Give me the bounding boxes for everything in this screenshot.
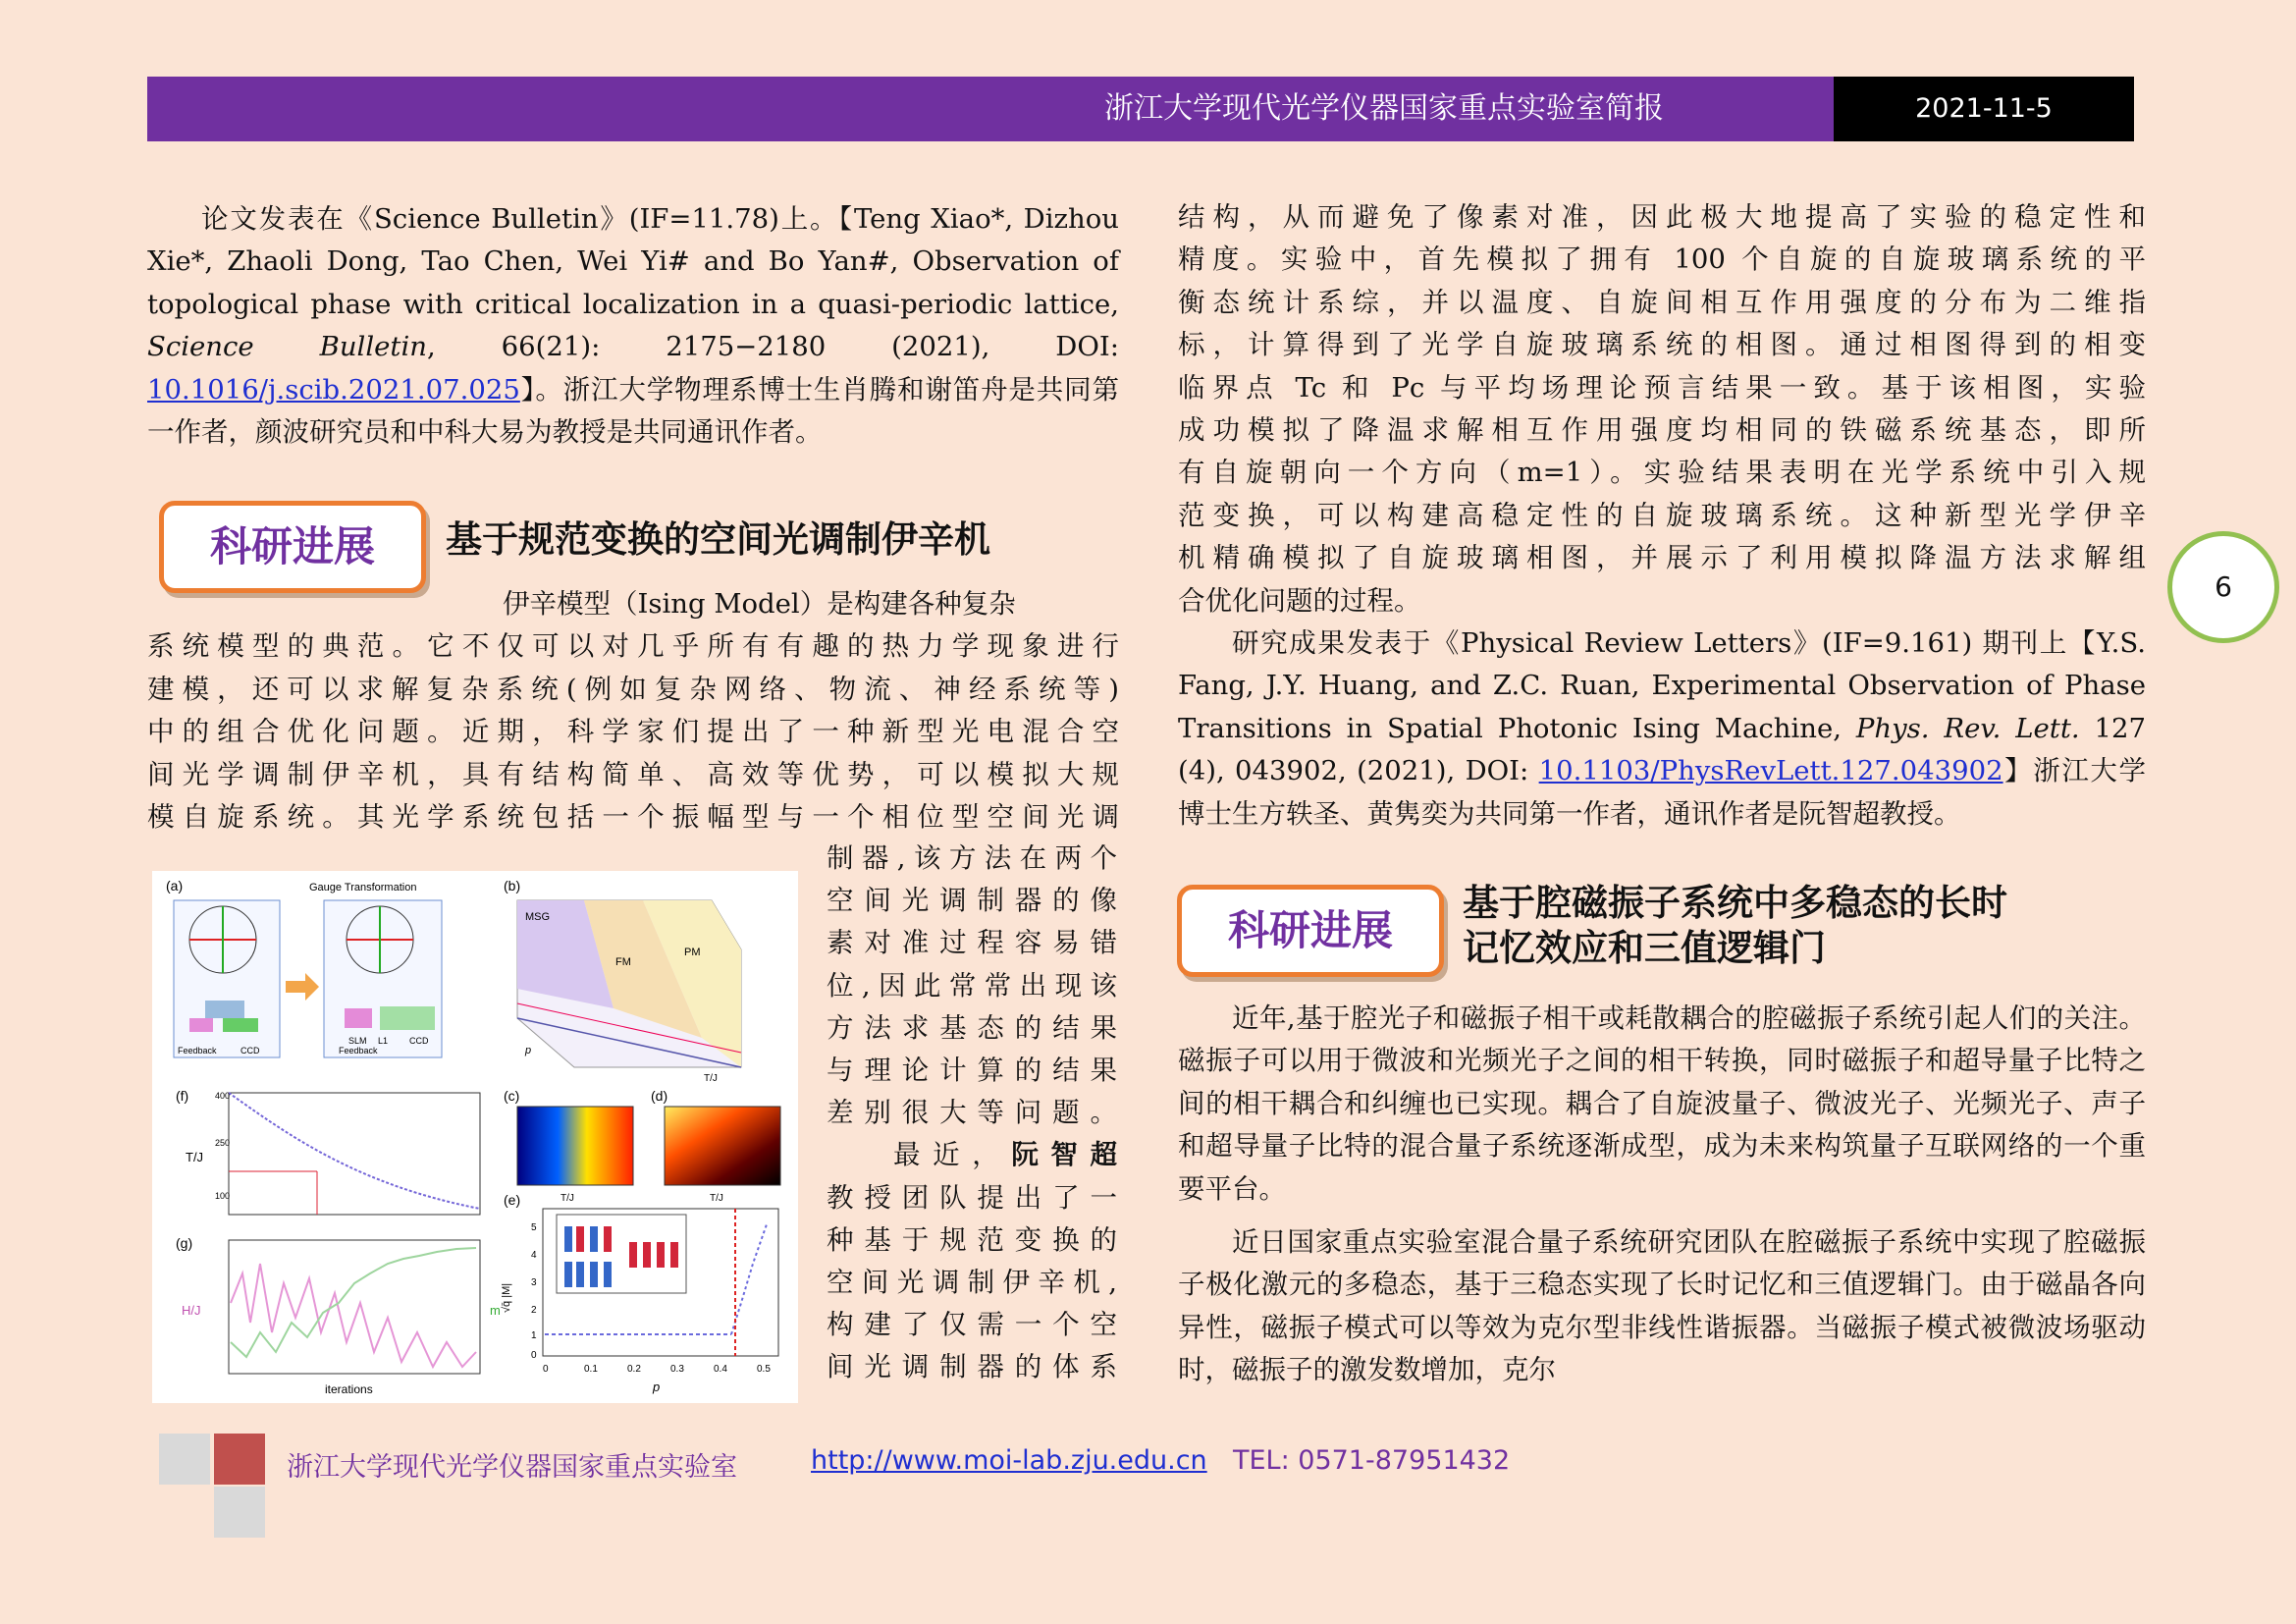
right-paragraph-3 [1178, 998, 2146, 1211]
text: 教授团队提出了一 [827, 1181, 1117, 1214]
tick-label: 0.4 [714, 1364, 727, 1375]
title-line: 基于腔磁振子系统中多稳态的长时 [1463, 882, 2007, 924]
text: 结构，从而避免了像素对准，因此极大地提高了实验的稳定性和 [1178, 201, 2146, 233]
text: 模自旋系统。其光学系统包括一个振幅型与一个相位型空间光调 [147, 801, 1119, 834]
author-name: 阮智超 [1011, 1139, 1118, 1171]
research-figure [152, 871, 798, 1403]
footer-square [159, 1434, 210, 1485]
footer-square [214, 1487, 265, 1538]
section-title: 基于规范变换的空间光调制伊辛机 [446, 518, 990, 561]
footer-url-link[interactable]: http://www.moi-lab.zju.edu.cn [811, 1445, 1207, 1476]
panel-label: (e) [504, 1192, 521, 1208]
label: CCD [240, 1046, 260, 1056]
tick-label: 5 [531, 1222, 537, 1233]
tick-label: 0.5 [757, 1364, 771, 1375]
phase-diagram [517, 900, 741, 1084]
text: 方法求基态的结果 [827, 1011, 1117, 1044]
section-title [1463, 881, 2007, 971]
tick-label: 2 [531, 1305, 537, 1316]
axis-label: √q̄ |M| [501, 1282, 512, 1313]
panel-label: (a) [166, 878, 184, 893]
setup-diagram-right [324, 900, 442, 1057]
panel-label: (g) [176, 1235, 193, 1251]
footer-lab-name: 浙江大学现代光学仪器国家重点实验室 [287, 1452, 737, 1483]
axis-label: p [653, 1380, 661, 1394]
tick-label: 100 [215, 1191, 231, 1201]
text [827, 1134, 1117, 1176]
text: 构建了仅需一个空 [827, 1309, 1117, 1341]
axis-label: p [525, 1045, 532, 1056]
section-badge: 科研进展 [159, 501, 426, 593]
panel-label: (f) [176, 1088, 189, 1104]
axis-label: m [490, 1303, 501, 1318]
axis-label: H/J [182, 1303, 201, 1318]
title-line: 记忆效应和三值逻辑门 [1463, 927, 1826, 969]
issue-date: 2021-11-5 [1834, 77, 2134, 141]
panel-label: (c) [504, 1088, 520, 1104]
newsletter-title: 浙江大学现代光学仪器国家重点实验室简报 [1104, 91, 1664, 126]
label: MSG [525, 911, 551, 923]
text: 标，计算得到了光学自旋玻璃系统的相图。通过相图得到的相变 [1178, 329, 2146, 361]
tick-label: 0.3 [670, 1364, 684, 1375]
axis-label: T/J [710, 1193, 723, 1204]
right-paragraph-1 [1178, 196, 2146, 836]
heatmap-q [665, 1107, 780, 1185]
label: FM [615, 956, 631, 968]
label: PM [684, 947, 701, 958]
panel-label: (b) [504, 878, 521, 893]
footer-square [214, 1434, 265, 1485]
magnetization-plot [501, 1209, 778, 1394]
heatmap-m [517, 1107, 633, 1185]
panel-label: (d) [651, 1088, 668, 1104]
label: SLM [348, 1036, 367, 1046]
figure-svg [152, 871, 798, 1403]
footer-tel: TEL: 0571-87951432 [1233, 1445, 1511, 1476]
text: 衡态统计系综，并以温度、自旋间相互作用强度的分布为二维指 [1178, 286, 2146, 318]
cooling-curve [186, 1091, 480, 1215]
tick-label: 1 [531, 1330, 537, 1341]
header-bar [147, 77, 1841, 141]
text: 范变换，可以构建高稳定性的自旋玻璃系统。这种新型光学伊辛 [1178, 499, 2146, 531]
journal-name: Science Bulletin [147, 331, 427, 363]
text: 间光调制器的体系 [827, 1351, 1117, 1383]
label: L1 [378, 1036, 389, 1046]
axis-label: T/J [704, 1073, 718, 1084]
tick-label: 400 [215, 1091, 231, 1101]
text: 建模，还可以求解复杂系统(例如复杂网络、物流、神经系统等) [147, 673, 1119, 705]
gauge-label: Gauge Transformation [309, 882, 417, 893]
text: 合优化问题的过程。 [1178, 584, 1421, 617]
section-badge: 科研进展 [1177, 885, 1444, 977]
right-paragraph-4 [1178, 1221, 2146, 1392]
page-number: 6 [2167, 531, 2279, 643]
text: 】。浙江大学物理系博士生肖腾和谢笛舟是共同第一作者，颜波研究员和中科大易为教授是共同通讯作者。 [147, 373, 1119, 449]
text: 差别很大等问题。 [827, 1097, 1117, 1129]
text: , 66(21): 2175−2180 (2021), DOI: [426, 331, 1120, 363]
text: 伊辛模型（Ising Model）是构建各种复杂 [503, 588, 1016, 620]
axis-label: T/J [186, 1150, 204, 1164]
text: 】浙江大学博士生方轶圣、黄隽奕为共同第一作者，通讯作者是阮智超教授。 [1178, 755, 2146, 830]
text: 成功模拟了降温求解相互作用强度均相同的铁磁系统基态，即所 [1178, 414, 2146, 447]
text: 近日国家重点实验室混合量子系统研究团队在腔磁振子系统中实现了腔磁振子极化激元的多稳态，基于三稳态实现了长时记忆和三值逻辑门。由于磁晶各向异性，磁振子模式可以等效为克尔型非线性谐振器。当磁振子模式被微波场驱动时，磁振子的激发数增加，克尔 [1178, 1226, 2146, 1386]
journal-name: Phys. Rev. Lett. [1855, 712, 2080, 744]
text: 空间光调制器的像 [827, 885, 1117, 917]
axis-label: T/J [561, 1193, 574, 1204]
iteration-traces [182, 1240, 501, 1396]
text: 最近， [893, 1139, 1012, 1171]
text: 中的组合优化问题。近期，科学家们提出了一种新型光电混合空 [147, 716, 1119, 748]
text: 间光学调制伊辛机，具有结构简单、高效等优势，可以模拟大规 [147, 758, 1119, 790]
tick-label: 0.1 [584, 1364, 598, 1375]
label: Feedback [178, 1046, 217, 1056]
tick-label: 0.2 [627, 1364, 641, 1375]
doi-link[interactable]: 10.1103/PhysRevLett.127.043902 [1538, 755, 2003, 787]
right-paragraph-2 [1178, 623, 2146, 836]
figure-side-text [827, 838, 1117, 1389]
text: 位,因此常常出现该 [827, 969, 1117, 1001]
text: 制器,该方法在两个 [827, 842, 1117, 874]
text: 研究成果发表于《Physical Review Letters》(IF=9.161) 期刊上【Y.S. Fang, J.Y. Huang, and Z.C. Ruan, Experimental Observation of Phase Transitions in Spatial Photonic Ising Machine, [1178, 627, 2146, 744]
text: 素对准过程容易错 [827, 927, 1117, 959]
text: 精度。实验中，首先模拟了拥有 100 个自旋的自旋玻璃系统的平 [1178, 244, 2146, 276]
tick-label: 250 [215, 1138, 231, 1148]
text: 近年,基于腔光子和磁振子相干或耗散耦合的腔磁振子系统引起人们的关注。磁振子可以用于微波和光频光子之间的相干转换，同时磁振子和超导量子比特之间的相干耦合和纠缠也已实现。耦合了自旋波量子、微波光子、光频光子、声子和超导量子比特的混合量子系统逐渐成型，成为未来构筑量子互联网络的一个重要平台。 [1178, 1002, 2146, 1205]
label: CCD [409, 1036, 429, 1046]
setup-diagram-left [174, 900, 280, 1057]
axis-label: iterations [325, 1382, 373, 1396]
tick-label: 0 [531, 1350, 537, 1361]
text: 与理论计算的结果 [827, 1055, 1117, 1087]
text: 系统模型的典范。它不仅可以对几乎所有有趣的热力学现象进行 [147, 630, 1119, 663]
arrow-icon [286, 973, 319, 1001]
text: 种基于规范变换的 [827, 1223, 1117, 1256]
text: 有自旋朝向一个方向（m=1）。实验结果表明在光学系统中引入规 [1178, 457, 2146, 489]
label: Feedback [339, 1046, 378, 1056]
left-paragraph-2 [147, 583, 1119, 839]
text: 论文发表在《Science Bulletin》(IF=11.78)上。【Teng Xiao*, Dizhou Xie*, Zhaoli Dong, Tao Chen, Wei Yi# and Bo Yan#, Observation of topological phase with critical localization in a quasi-periodic lattice, [147, 203, 1119, 320]
text: 机精确模拟了自旋玻璃相图，并展示了利用模拟降温方法求解组 [1178, 542, 2146, 574]
text: 临界点 Tc 和 Pc 与平均场理论预言结果一致。基于该相图，实验 [1178, 371, 2146, 404]
tick-label: 4 [531, 1250, 537, 1261]
tick-label: 0 [543, 1364, 549, 1375]
left-paragraph-1 [147, 198, 1119, 454]
text: 127 (4), 043902, (2021), DOI: [1178, 712, 2146, 787]
text: 空间光调制伊辛机, [827, 1267, 1117, 1299]
tick-label: 3 [531, 1277, 537, 1288]
doi-link[interactable]: 10.1016/j.scib.2021.07.025 [147, 373, 520, 406]
